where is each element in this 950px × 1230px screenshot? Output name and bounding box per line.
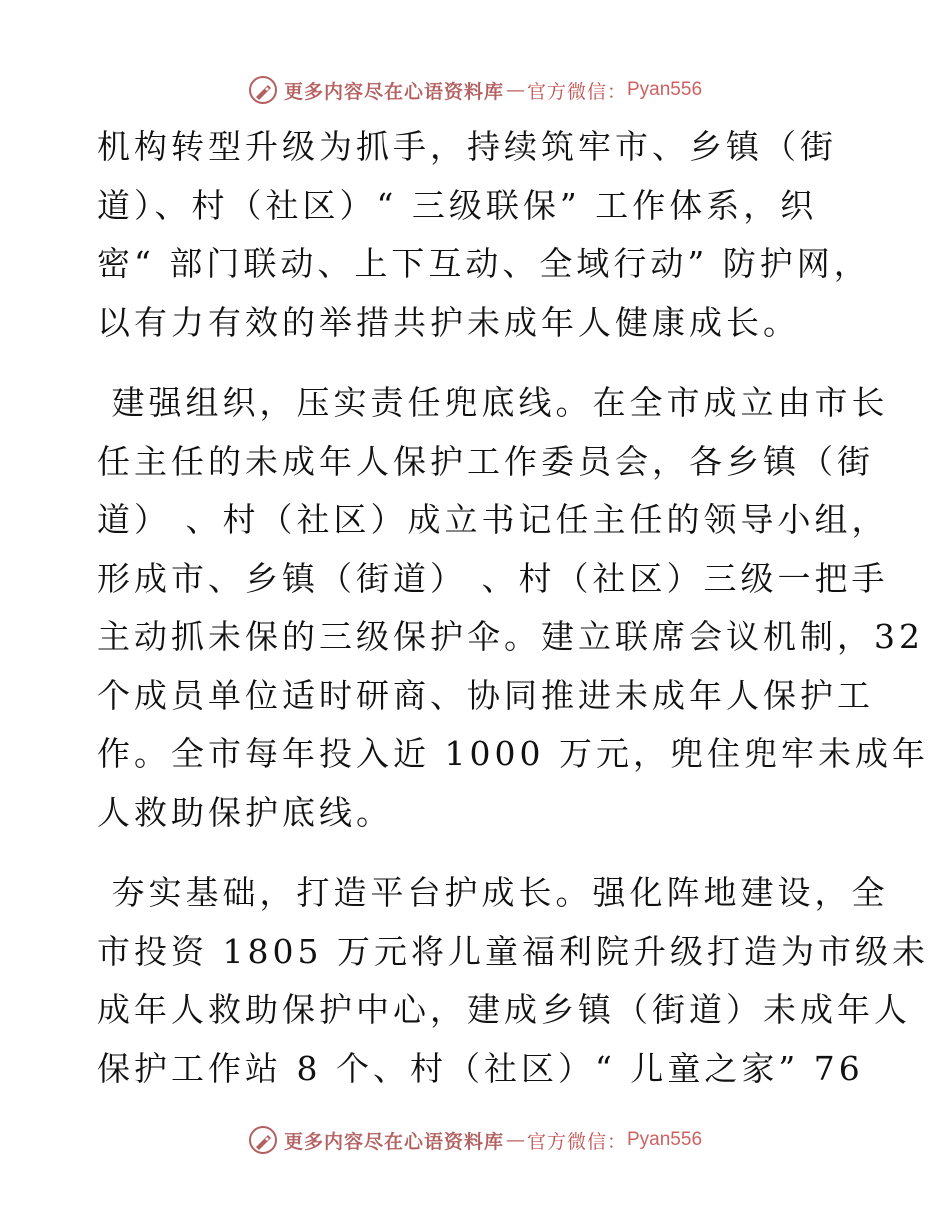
watermark-separator: — [505, 1129, 525, 1151]
watermark-wechat-label: 官方微信： [526, 1130, 627, 1153]
text-line: 人救助保护底线。 [97, 792, 393, 832]
text-line: 夯实基础，打造平台护成长。强化阵地建设，全 [97, 873, 889, 912]
paragraph [97, 864, 929, 1098]
text-line: 道） 、村（社区）成立书记任主任的领导小组， [97, 500, 889, 539]
pen-nib-logo-icon [248, 1125, 278, 1155]
text-line: 建强组织，压实责任兜底线。在全市成立由市长 [97, 383, 889, 422]
paragraph [97, 374, 929, 842]
paragraph [97, 118, 871, 352]
watermark-wechat-label: 官方微信： [526, 80, 627, 103]
text-line: 机构转型升级为抓手，持续筑牢市、乡镇（街 [97, 127, 837, 166]
text-line: 以有力有效的举措共护未成年人健康成长。 [97, 302, 800, 342]
watermark-brand-text: 更多内容尽在心语资料库 [283, 80, 504, 103]
watermark-separator: — [505, 79, 525, 101]
watermark-wechat-id: Pyan556 [627, 1129, 703, 1150]
text-line: 任主任的未成年人保护工作委员会，各乡镇（街 [97, 441, 874, 481]
paragraph-gap [97, 842, 857, 864]
text-line: 形成市、乡镇（街道） 、村（社区）三级一把手 [97, 558, 889, 598]
watermark-brand-text: 更多内容尽在心语资料库 [283, 1130, 504, 1153]
text-line: 主动抓未保的三级保护伞。建立联席会议机制，32 [97, 617, 924, 656]
watermark-wechat-id: Pyan556 [627, 79, 703, 100]
text-line: 道）、村（社区）“ 三级联保” 工作体系，织 [97, 185, 818, 225]
document-body [97, 118, 929, 1098]
text-line: 市投资 1805 万元将儿童福利院升级打造为市级未 [97, 931, 929, 971]
paragraph-gap [97, 352, 857, 374]
text-line: 个成员单位适时研商、协同推进未成年人保护工 [97, 675, 874, 715]
text-line: 保护工作站 8 个、村（社区）“ 儿童之家” 76 [97, 1048, 864, 1088]
footer-watermark [0, 1122, 950, 1158]
header-watermark [0, 72, 950, 108]
pen-nib-logo-icon [248, 75, 278, 105]
text-line: 密“ 部门联动、上下互动、全域行动” 防护网， [97, 244, 871, 283]
text-line: 作。全市每年投入近 1000 万元，兜住兜牢未成年 [97, 734, 929, 773]
text-line: 成年人救助保护中心，建成乡镇（街道）未成年人 [97, 990, 911, 1029]
